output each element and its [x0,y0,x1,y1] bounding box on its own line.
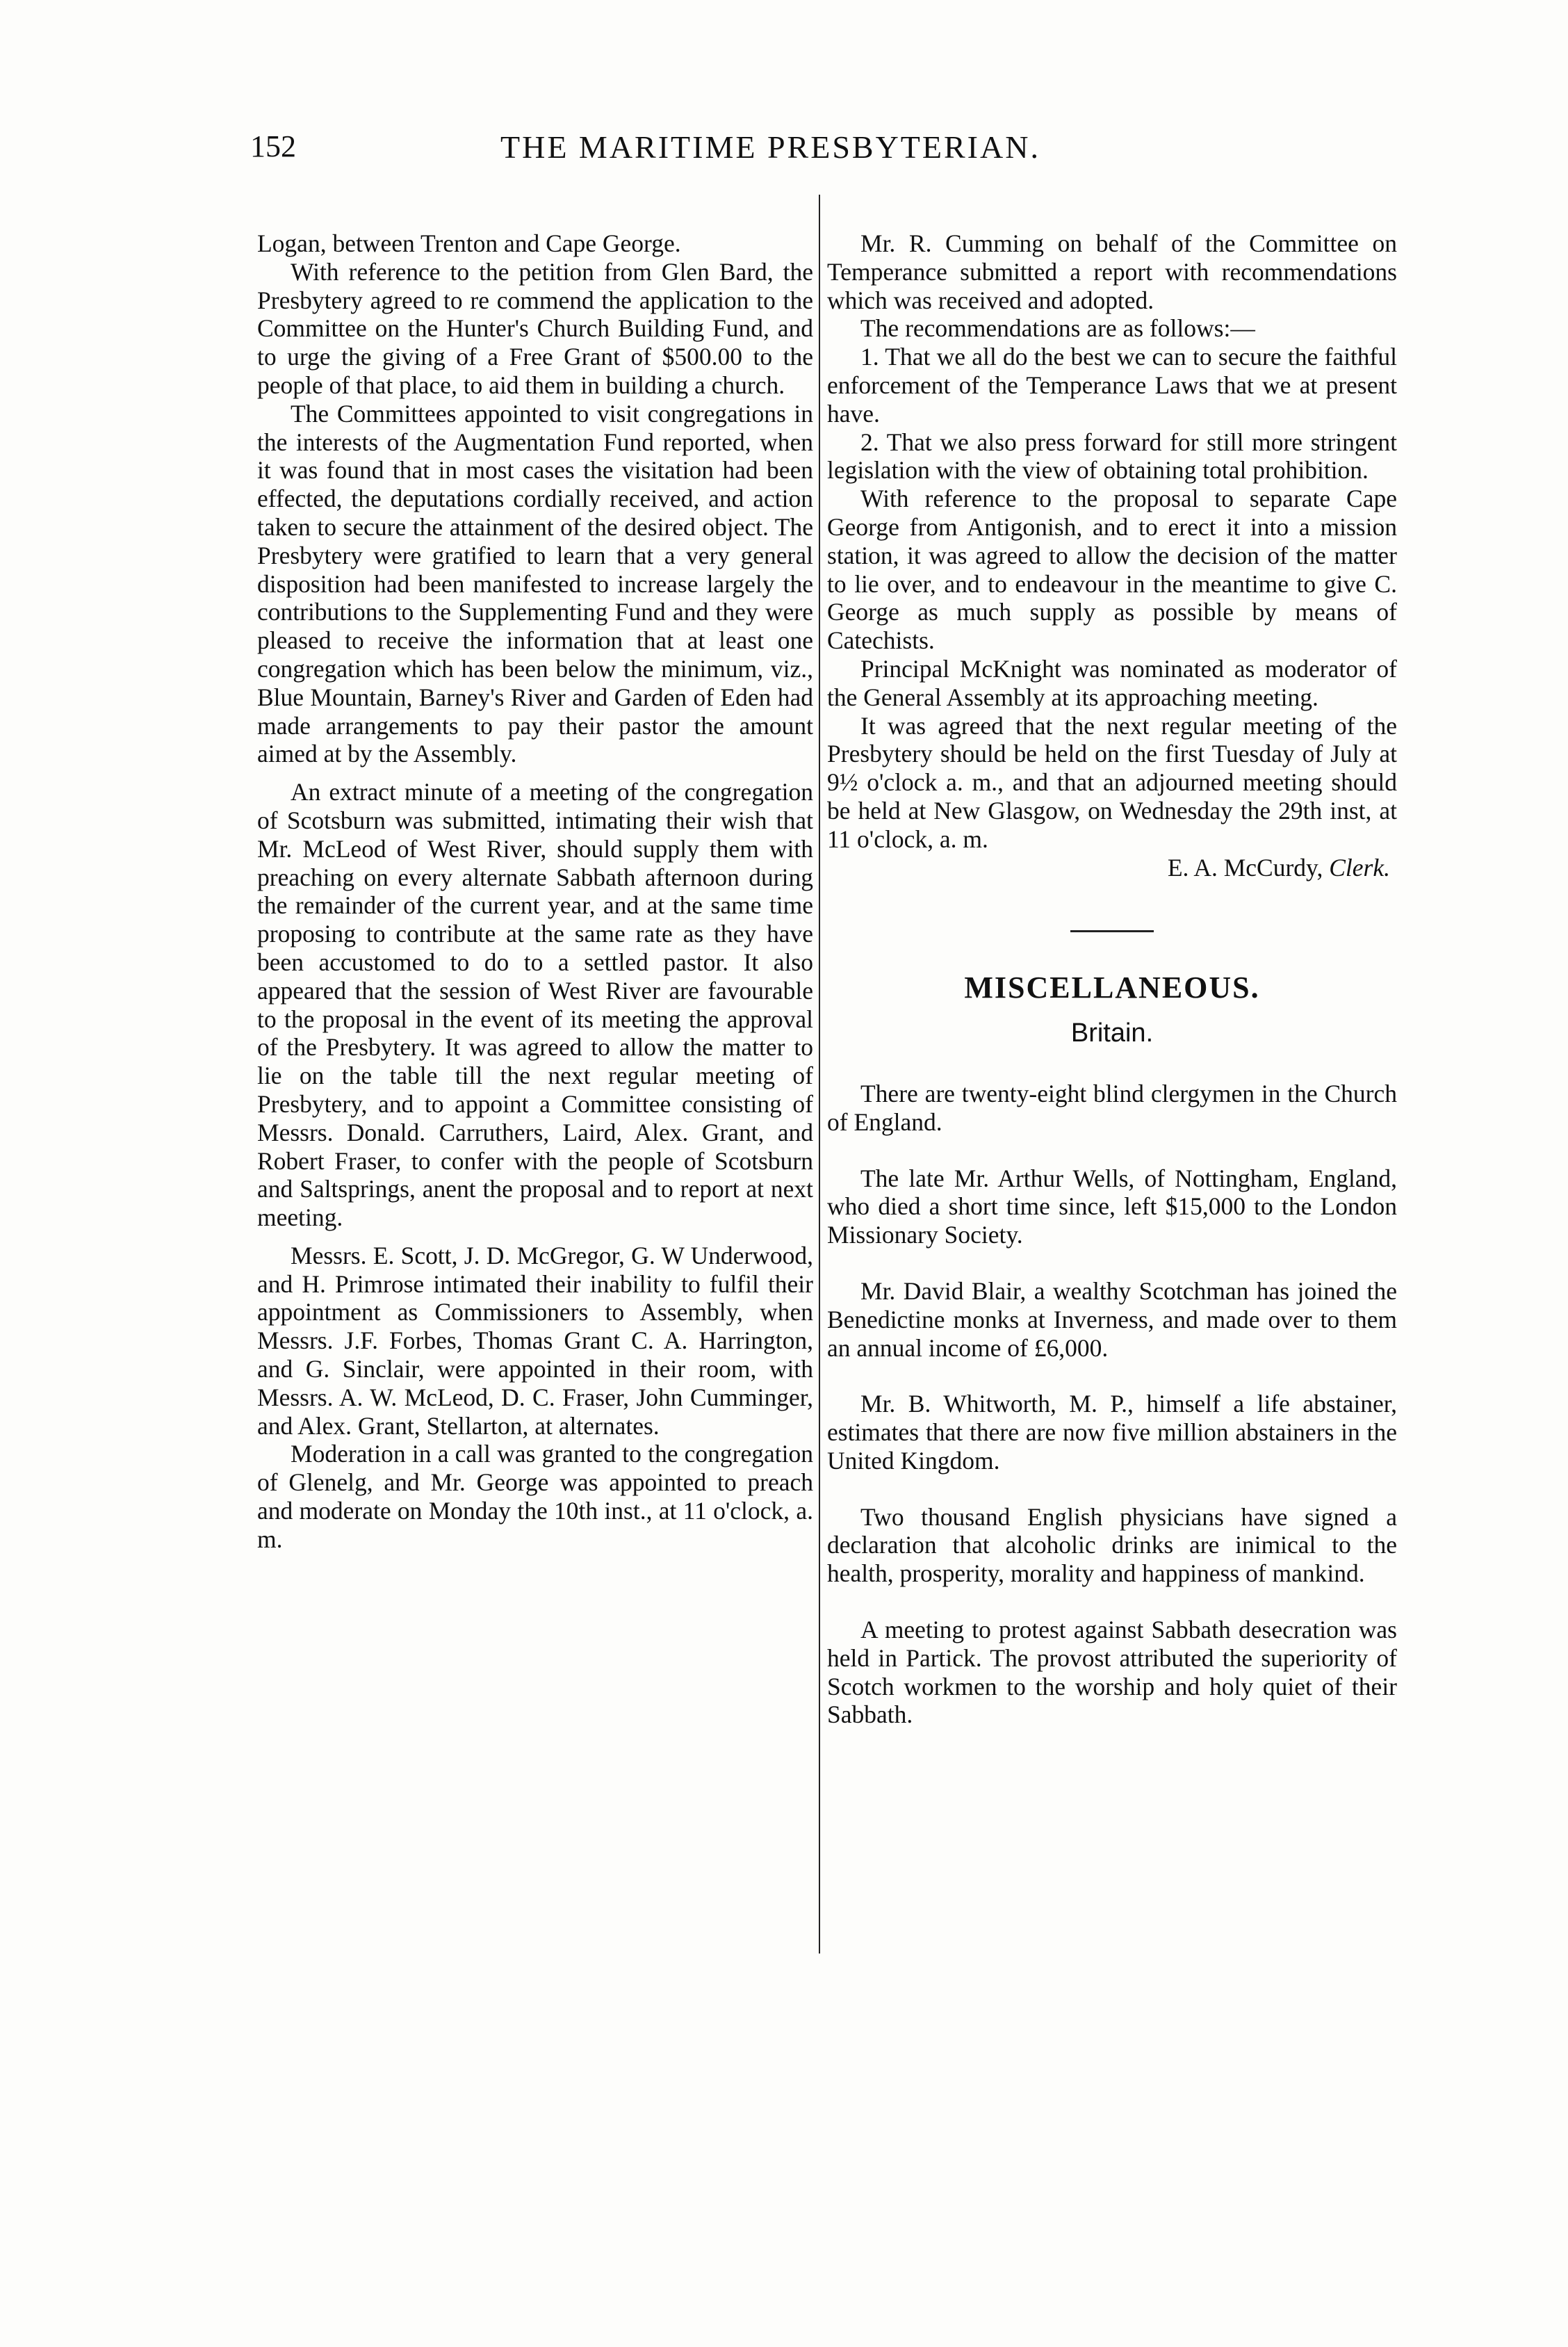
signature-role: Clerk. [1329,853,1390,882]
section-divider [1070,930,1154,932]
paragraph: Logan, between Trenton and Cape George. [257,229,681,257]
paragraph: The recommendations are as follows:— [860,314,1255,343]
paragraph: With reference to the petition from Glen Bard, the Presbytery agreed to re commend the application to the Committee on the Hunter's Church Building Fund, and to urge the giving of a Free Grant of $500.00 to the people of that place, to aid them in building a church. [257,257,813,399]
news-item: Mr. B. Whitworth, M. P., himself a life abstainer, estimates that there are now five million abstainers in the United Kingdom. [827,1390,1397,1475]
paragraph: With reference to the proposal to separate Cape George from Antigonish, and to erect it into a mission station, it was agreed to allow the decision of the matter to lie over, and to endeavour in the meantime to give C. George as much supply as possible by means of Catechists. [827,485,1397,655]
paragraph: It was agreed that the next regular meeting of the Presbytery should be held on the first Tuesday of July at 9½ o'clock a. m., and that an adjourned meeting should be held at New Glasgow, on Wednesday the 29th inst, at 11 o'clock, a. m. [827,711,1397,853]
news-item: A meeting to protest against Sabbath desecration was held in Partick. The provost attributed the superiority of Scotch workmen to the worship and holy quiet of their Sabbath. [827,1616,1397,1729]
news-item: The late Mr. Arthur Wells, of Nottingham, England, who died a short time since, left $15,000 to the London Missionary Society. [827,1164,1397,1249]
section-subheading: Britain. [1070,1018,1154,1048]
paragraph: Messrs. E. Scott, J. D. McGregor, G. W Underwood, and H. Primrose intimated their inability to fulfil their appointment as Commissioners to Assembly, when Messrs. J.F. Forbes, Thomas Grant C. A. Harrington, and G. Sinclair, were appointed in their room, with Messrs. A. W. McLeod, D. C. Fraser, John Cumminger, and Alex. Grant, Stellarton, at alternates. [257,1241,813,1440]
page-header [250,129,1390,177]
news-item: Two thousand English physicians have signed a declaration that alcoholic drinks are inimical to the health, prosperity, morality and happiness of mankind. [827,1502,1397,1588]
paragraph: The Committees appointed to visit congregations in the interests of the Augmentation Fund reported, when it was found that in most cases the visitation had been effected, the deputations cordially received, and action taken to secure the attainment of the desired object. The Presbytery were gratified to learn that a very general disposition had been manifested to increase largely the contributions to the Supplementing Fund and they were pleased to receive the information that at least one congregation which has been below the minimum, viz., Blue Mountain, Barney's River and Garden of Eden had made arrangements to pay their pastor the amount aimed at by the Assembly. [257,399,813,768]
page-number: 152 [250,129,296,163]
column-divider [819,195,820,1954]
clerk-signature [827,854,1397,882]
paragraph: 2. That we also press forward for still more stringent legislation with the view of obtaining total prohibition. [827,428,1397,485]
section-heading: MISCELLANEOUS. [964,971,1260,1005]
journal-title: THE MARITIME PRESBYTERIAN. [500,129,1040,165]
signature-name: E. A. McCurdy, [1167,853,1323,882]
paragraph: Mr. R. Cumming on behalf of the Committee on Temperance submitted a report with recommendations which was received and adopted. [827,229,1397,314]
paragraph: Moderation in a call was granted to the congregation of Glenelg, and Mr. George was appointed to preach and moderate on Monday the 10th inst., at 11 o'clock, a. m. [257,1440,813,1553]
right-column [827,229,1397,1757]
paragraph: 1. That we all do the best we can to secure the faithful enforcement of the Temperance Laws that we at present have. [827,343,1397,428]
paragraph: An extract minute of a meeting of the congregation of Scotsburn was submitted, intimating their wish that Mr. McLeod of West River, should supply them with preaching on every alternate Sabbath afternoon during the remainder of the current year, and at the same time proposing to contribute at the same rate as they have been accustomed to do to a settled pastor. It also appeared that the session of West River are favourable to the proposal in the event of its meeting the approval of the Presbytery. It was agreed to allow the matter to lie on the table till the next regular meeting of Presbytery, and to appoint a Committee consisting of Messrs. Donald. Carruthers, Laird, Alex. Grant, and Robert Fraser, to confer with the people of Scotsburn and Saltsprings, anent the proposal and to report at next meeting. [257,778,813,1232]
left-column [257,229,813,1554]
news-item: Mr. David Blair, a wealthy Scotchman has joined the Benedictine monks at Inverness, and made over to them an annual income of £6,000. [827,1276,1397,1362]
news-item: There are twenty-eight blind clergymen in the Church of England. [827,1079,1397,1136]
paragraph: Principal McKnight was nominated as moderator of the General Assembly at its approaching meeting. [827,654,1397,711]
